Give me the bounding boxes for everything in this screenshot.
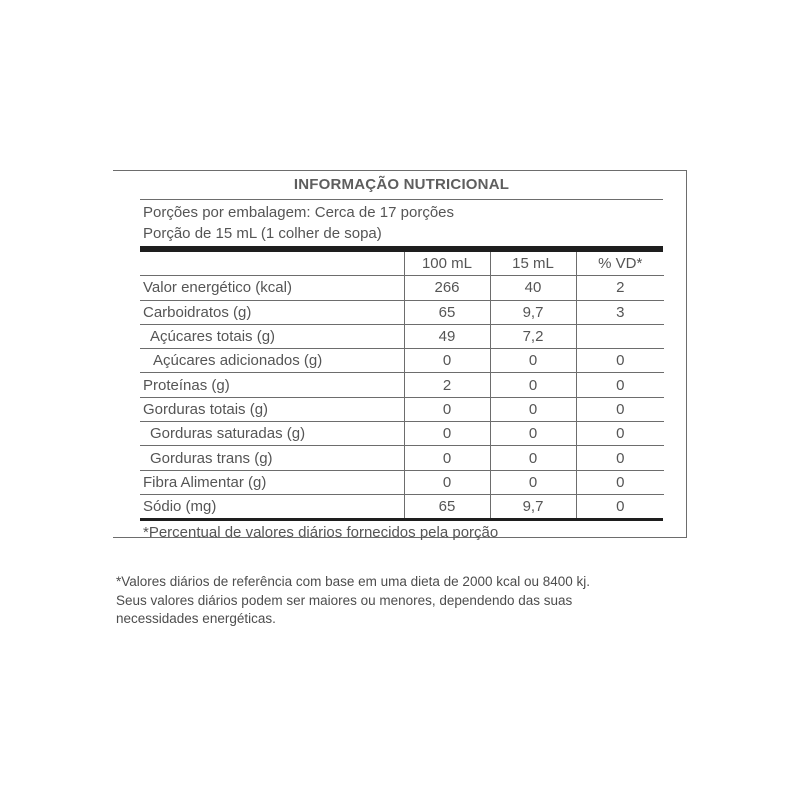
value-15ml: 0 <box>490 422 576 446</box>
nutrient-name: Carboidratos (g) <box>140 300 404 324</box>
value-100ml: 2 <box>404 373 490 397</box>
value-15ml: 9,7 <box>490 300 576 324</box>
reference-note <box>116 573 676 629</box>
value-vd: 0 <box>576 373 664 397</box>
column-header-100ml: 100 mL <box>404 252 490 276</box>
nutrient-name: Gorduras saturadas (g) <box>140 422 404 446</box>
value-100ml: 0 <box>404 446 490 470</box>
value-15ml: 9,7 <box>490 494 576 518</box>
value-100ml: 0 <box>404 349 490 373</box>
value-100ml: 49 <box>404 324 490 348</box>
value-100ml: 65 <box>404 494 490 518</box>
nutrition-facts-panel <box>113 170 687 542</box>
table-row <box>140 494 664 518</box>
nutrient-name: Sódio (mg) <box>143 498 217 516</box>
table-row <box>140 422 664 446</box>
reference-note-line: *Valores diários de referência com base em uma dieta de 2000 kcal ou 8400 kj. <box>116 574 591 589</box>
reference-note-line: necessidades energéticas. <box>116 611 276 626</box>
nutrition-facts-inner <box>140 171 663 542</box>
value-15ml: 0 <box>490 446 576 470</box>
value-15ml: 40 <box>490 276 576 300</box>
nutrient-name: Valor energético (kcal) <box>140 276 404 300</box>
table-row <box>140 373 664 397</box>
servings-per-package: Porções por embalagem: Cerca de 17 porções <box>143 204 455 221</box>
value-15ml: 7,2 <box>490 324 576 348</box>
table-row <box>140 300 664 324</box>
column-header-15ml: 15 mL <box>490 252 576 276</box>
table-row <box>140 470 664 494</box>
nutrient-name: Açúcares adicionados (g) <box>140 349 404 373</box>
nutrient-name: Gorduras trans (g) <box>140 446 404 470</box>
value-vd: 0 <box>576 397 664 421</box>
nutrition-table <box>140 252 664 518</box>
table-row <box>140 446 664 470</box>
value-vd <box>576 324 664 348</box>
nutrition-title: INFORMAÇÃO NUTRICIONAL <box>140 171 663 200</box>
serving-size: Porção de 15 mL (1 colher de sopa) <box>143 225 382 242</box>
nutrient-name: Açúcares totais (g) <box>140 324 404 348</box>
value-vd: 0 <box>576 422 664 446</box>
value-vd: 0 <box>576 494 664 518</box>
value-100ml: 0 <box>404 422 490 446</box>
value-vd: 0 <box>576 470 664 494</box>
value-100ml: 0 <box>404 470 490 494</box>
value-100ml: 266 <box>404 276 490 300</box>
value-100ml: 0 <box>404 397 490 421</box>
column-header-nutrient <box>140 252 404 276</box>
nutrient-name: Gorduras totais (g) <box>140 397 404 421</box>
column-header-vd: % VD* <box>576 252 664 276</box>
value-15ml: 0 <box>490 373 576 397</box>
reference-note-line: Seus valores diários podem ser maiores ou menores, dependendo das suas <box>116 592 573 608</box>
table-row <box>140 324 664 348</box>
value-15ml: 0 <box>490 397 576 421</box>
value-vd: 3 <box>576 300 664 324</box>
value-vd: 0 <box>576 446 664 470</box>
table-row <box>140 276 664 300</box>
value-15ml: 0 <box>490 470 576 494</box>
table-row <box>140 349 664 373</box>
value-100ml: 65 <box>404 300 490 324</box>
value-vd: 2 <box>576 276 664 300</box>
table-row <box>140 397 664 421</box>
value-15ml: 0 <box>490 349 576 373</box>
table-footnote: *Percentual de valores diários fornecidos pela porção <box>143 524 499 542</box>
nutrient-name: Fibra Alimentar (g) <box>140 470 404 494</box>
value-vd: 0 <box>576 349 664 373</box>
nutrient-name: Proteínas (g) <box>140 373 404 397</box>
table-header-row <box>140 252 664 276</box>
